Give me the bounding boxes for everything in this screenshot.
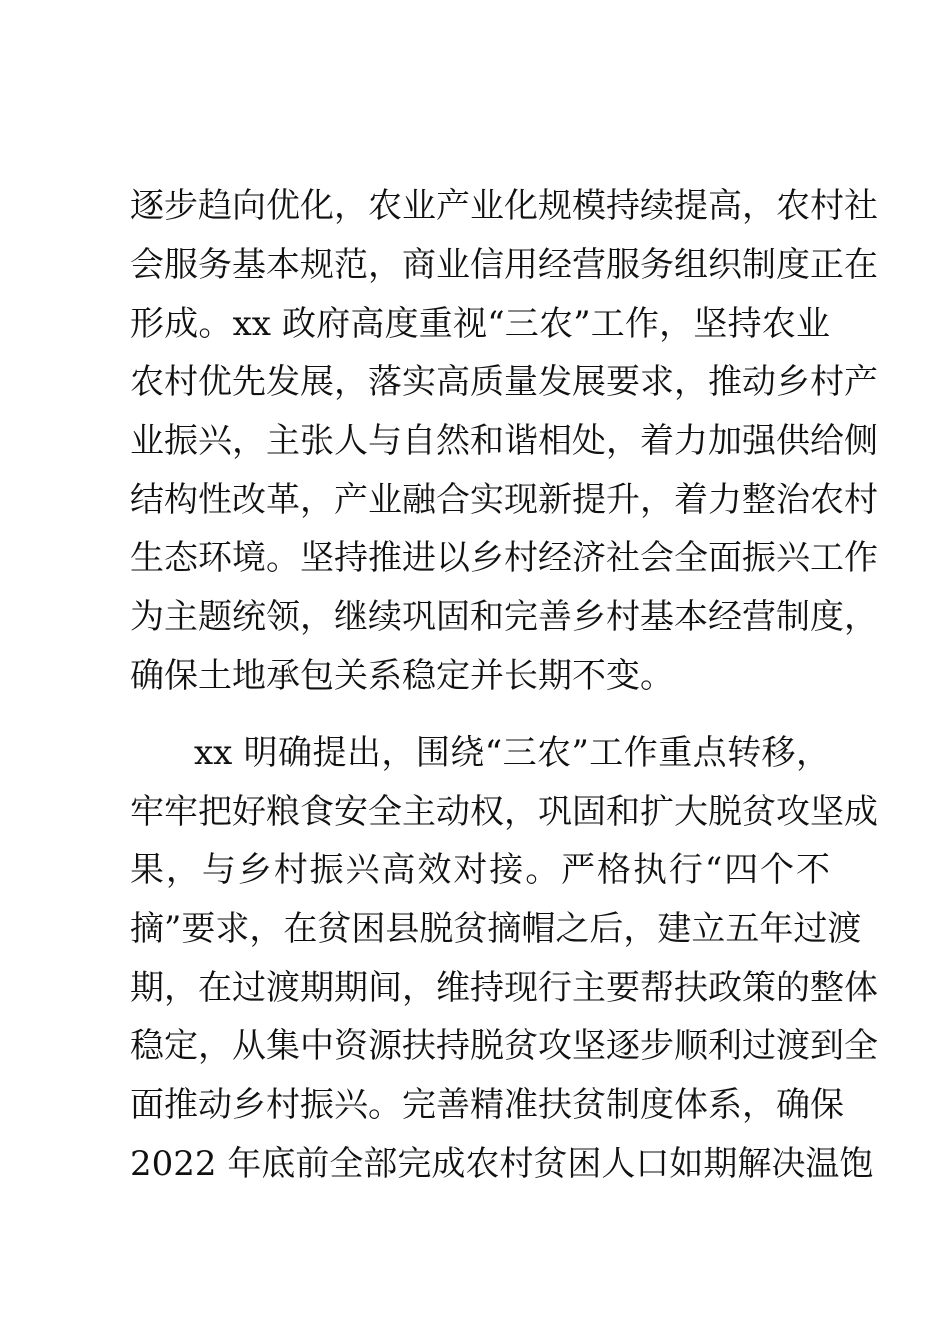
paragraph-line: 为主题统领，继续巩固和完善乡村基本经营制度， [130,597,878,637]
paragraph-line: 2022 年底前全部完成农村贫困人口如期解决温饱 [130,1144,874,1184]
paragraph-line: 期，在过渡期期间，维持现行主要帮扶政策的整体 [130,968,878,1008]
paragraph-line: 结构性改革，产业融合实现新提升，着力整治农村 [130,480,878,520]
paragraph-line: 形成。xx 政府高度重视“三农”工作，坚持农业 [130,304,830,344]
paragraph-line: 面推动乡村振兴。完善精准扶贫制度体系，确保 [130,1085,844,1125]
paragraph-line: 稳定，从集中资源扶持脱贫攻坚逐步顺利过渡到全 [130,1026,878,1066]
paragraph-line: 逐步趋向优化，农业产业化规模持续提高，农村社 [130,186,878,226]
paragraph-line: 牢牢把好粮食安全主动权，巩固和扩大脱贫攻坚成 [130,792,878,832]
paragraph-line: 确保土地承包关系稳定并长期不变。 [130,656,674,696]
paragraph-line: 果，与乡村振兴高效对接。严格执行“四个不 [130,850,830,890]
paragraph-line: 业振兴，主张人与自然和谐相处，着力加强供给侧 [130,421,878,461]
paragraph-line: xx 明确提出，围绕“三农”工作重点转移， [194,733,830,773]
paragraph-line: 会服务基本规范，商业信用经营服务组织制度正在 [130,245,878,285]
paragraph-line: 摘”要求，在贫困县脱贫摘帽之后，建立五年过渡 [130,909,862,949]
paragraph-line: 生态环境。坚持推进以乡村经济社会全面振兴工作 [130,538,878,578]
paragraph-line: 农村优先发展，落实高质量发展要求，推动乡村产 [130,362,878,402]
